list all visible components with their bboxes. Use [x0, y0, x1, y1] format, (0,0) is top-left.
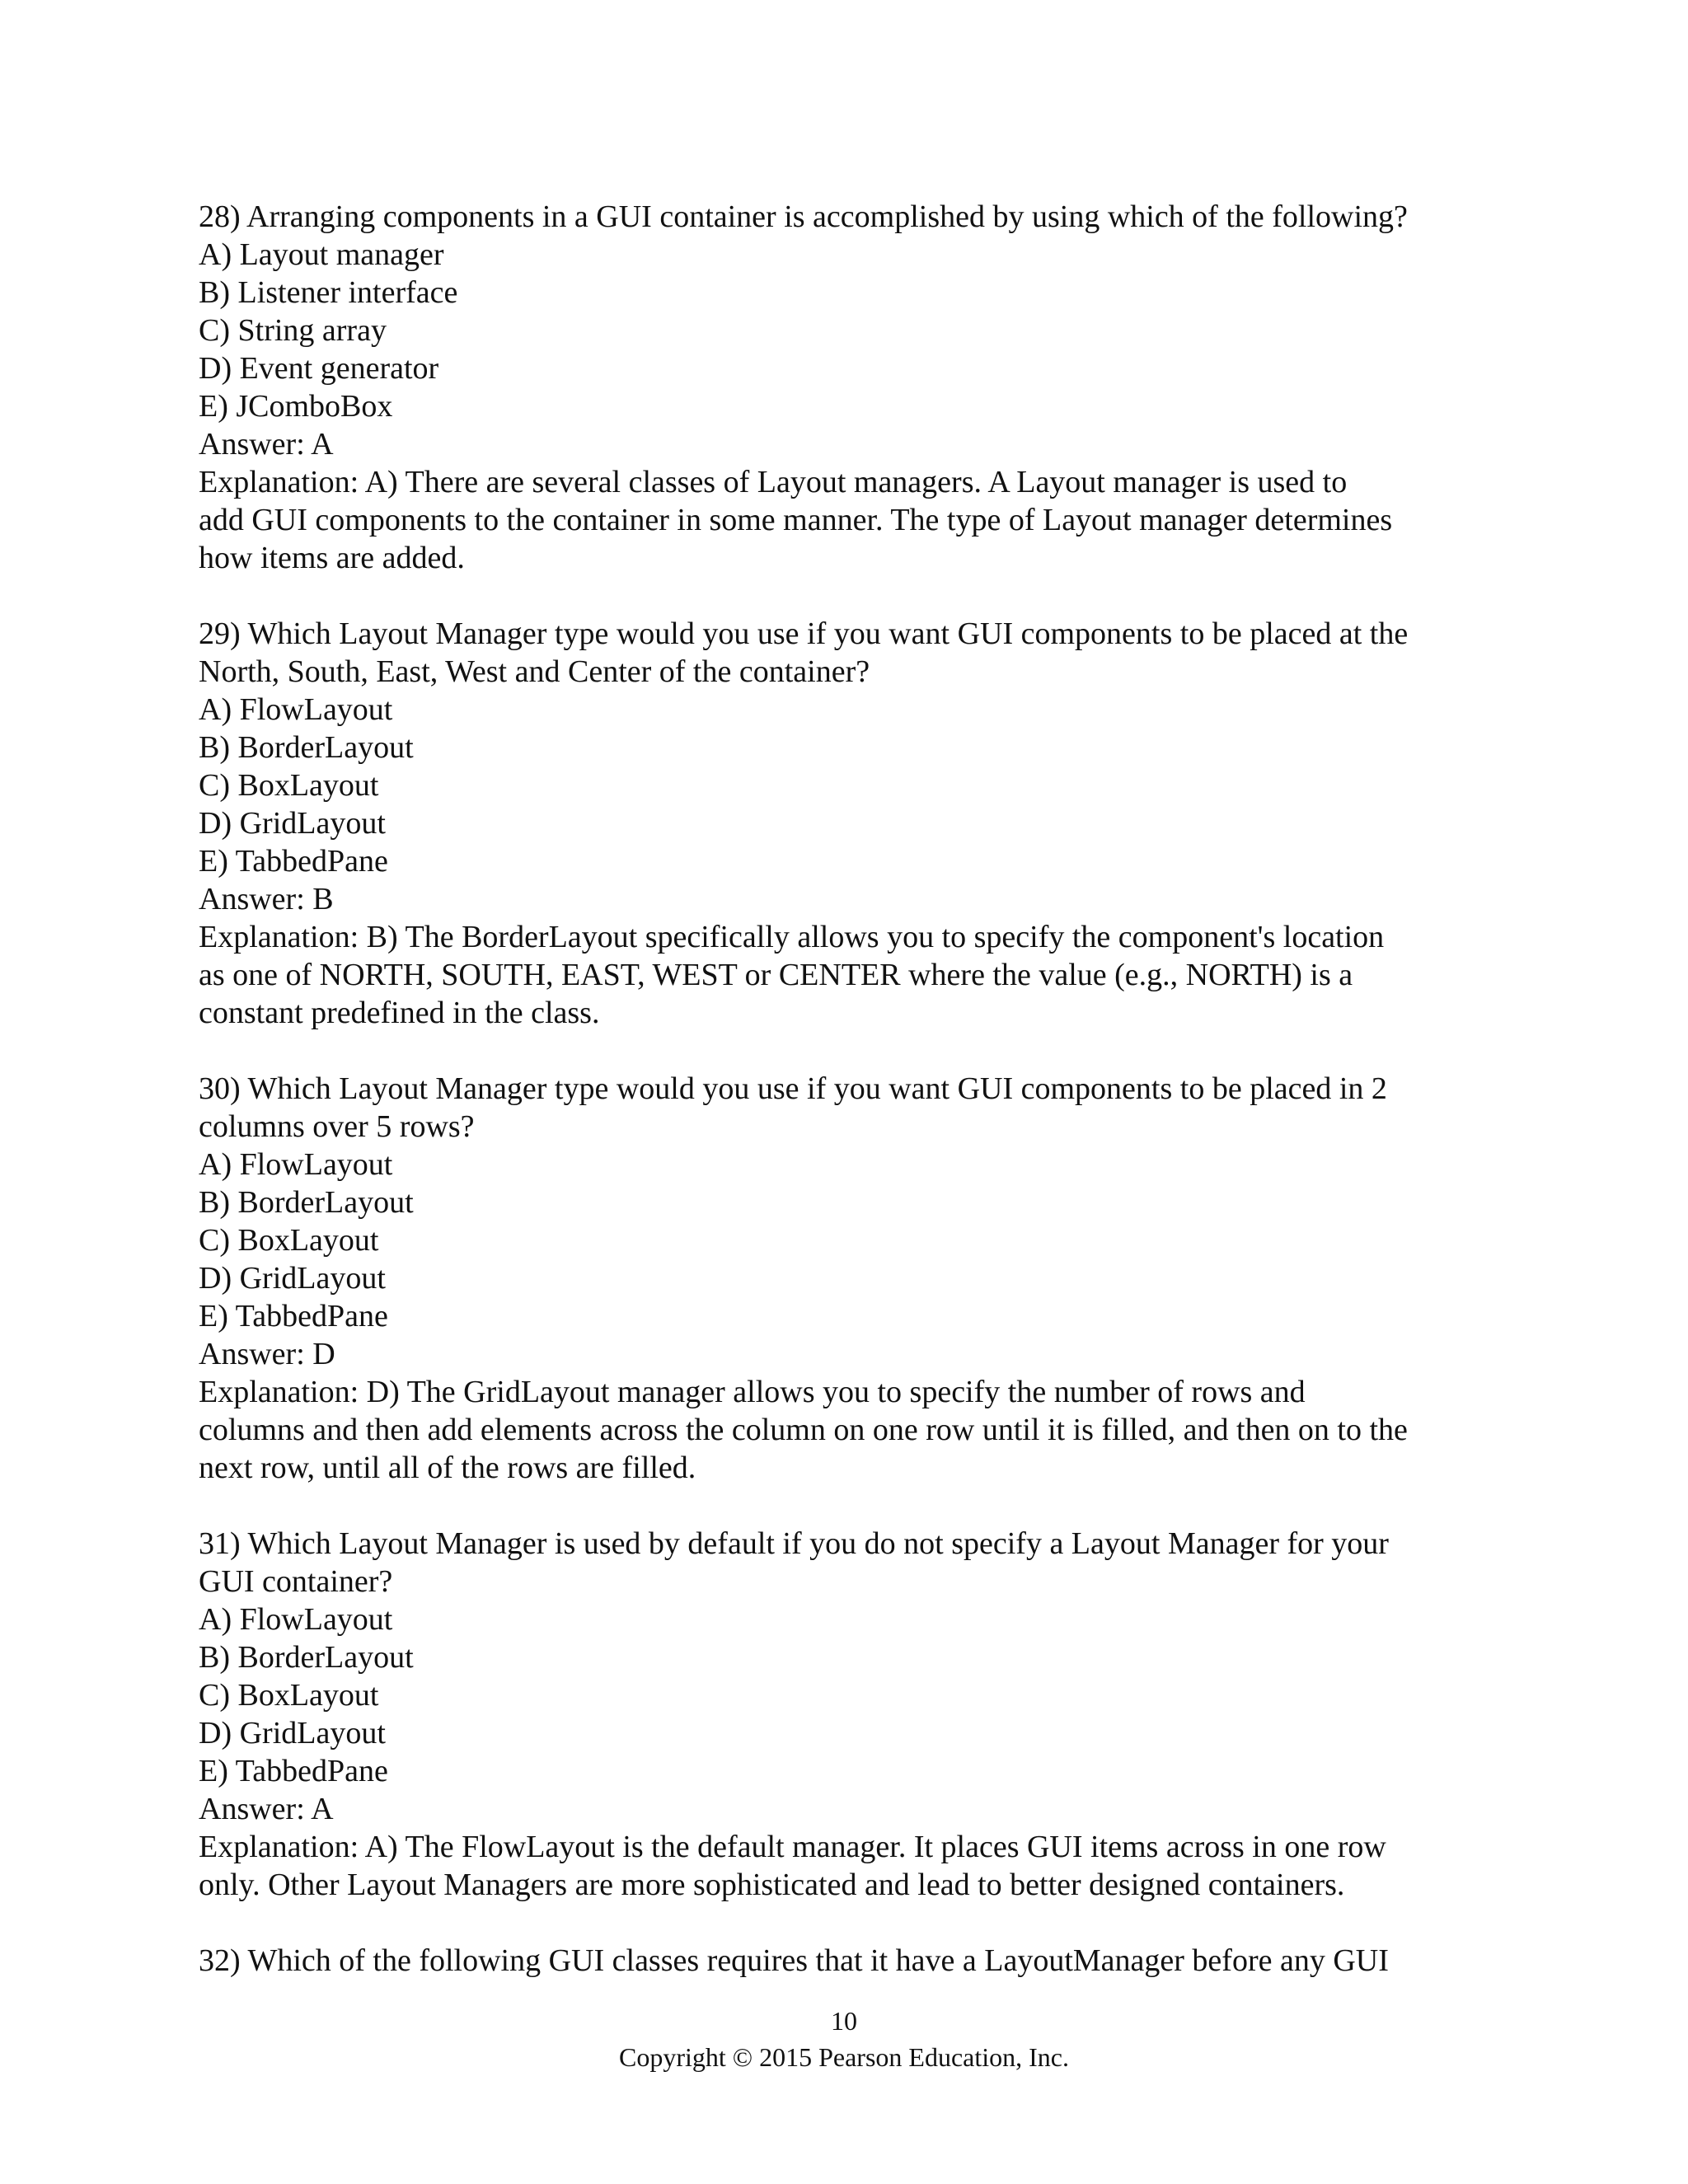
explanation-line: how items are added. [199, 541, 465, 575]
explanation-line: Explanation: D) The GridLayout manager allows you to specify the number of rows and [199, 1375, 1306, 1409]
explanation-line: Explanation: A) The FlowLayout is the default manager. It places GUI items across in one row [199, 1830, 1386, 1864]
question-stem: 30) Which Layout Manager type would you use if you want GUI components to be placed in 2 [199, 1071, 1387, 1106]
explanation-line: Explanation: B) The BorderLayout specifically allows you to specify the component's location [199, 920, 1385, 954]
option-c: C) BoxLayout [199, 1678, 379, 1713]
option-e: E) JComboBox [199, 389, 393, 424]
document-body [199, 198, 1517, 1980]
option-e: E) TabbedPane [199, 1754, 388, 1788]
explanation-line: next row, until all of the rows are filled. [199, 1451, 696, 1485]
option-b: B) Listener interface [199, 275, 458, 310]
option-d: D) GridLayout [199, 1716, 386, 1750]
option-e: E) TabbedPane [199, 1299, 388, 1333]
answer: Answer: A [199, 427, 334, 462]
option-a: A) FlowLayout [199, 1602, 393, 1637]
option-a: A) FlowLayout [199, 692, 393, 727]
explanation-line: Explanation: A) There are several classes of Layout managers. A Layout manager is used to [199, 465, 1348, 499]
option-b: B) BorderLayout [199, 1185, 414, 1220]
option-b: B) BorderLayout [199, 1640, 414, 1675]
explanation-line: constant predefined in the class. [199, 996, 600, 1030]
option-d: D) Event generator [199, 351, 439, 386]
question-stem: GUI container? [199, 1564, 393, 1599]
option-c: C) BoxLayout [199, 768, 379, 803]
option-a: A) Layout manager [199, 237, 444, 272]
answer: Answer: D [199, 1337, 335, 1371]
question-stem: 28) Arranging components in a GUI container is accomplished by using which of the following? [199, 199, 1408, 234]
question-28 [199, 198, 1517, 577]
question-31 [199, 1525, 1517, 1904]
explanation-line: only. Other Layout Managers are more sophisticated and lead to better designed containers. [199, 1868, 1345, 1902]
answer: Answer: B [199, 882, 334, 916]
question-32 [199, 1942, 1517, 1980]
question-stem: 31) Which Layout Manager is used by default if you do not specify a Layout Manager for your [199, 1526, 1389, 1561]
question-stem: North, South, East, West and Center of the container? [199, 654, 870, 689]
question-stem: columns over 5 rows? [199, 1109, 475, 1144]
option-c: C) String array [199, 313, 387, 348]
question-30 [199, 1070, 1517, 1487]
answer: Answer: A [199, 1792, 334, 1826]
option-e: E) TabbedPane [199, 844, 388, 879]
option-b: B) BorderLayout [199, 730, 414, 765]
question-stem: 29) Which Layout Manager type would you use if you want GUI components to be placed at the [199, 616, 1409, 651]
explanation-line: columns and then add elements across the column on one row until it is filled, and then on to the [199, 1413, 1408, 1447]
question-stem: 32) Which of the following GUI classes requires that it have a LayoutManager before any GUI [199, 1943, 1389, 1978]
explanation-line: add GUI components to the container in some manner. The type of Layout manager determines [199, 503, 1393, 537]
explanation-line: as one of NORTH, SOUTH, EAST, WEST or CENTER where the value (e.g., NORTH) is a [199, 958, 1353, 992]
option-d: D) GridLayout [199, 1261, 386, 1296]
copyright-notice: Copyright © 2015 Pearson Education, Inc. [619, 2042, 1069, 2072]
option-c: C) BoxLayout [199, 1223, 379, 1258]
option-a: A) FlowLayout [199, 1147, 393, 1182]
page-number: 10 [831, 2006, 857, 2036]
option-d: D) GridLayout [199, 806, 386, 841]
question-29 [199, 615, 1517, 1032]
